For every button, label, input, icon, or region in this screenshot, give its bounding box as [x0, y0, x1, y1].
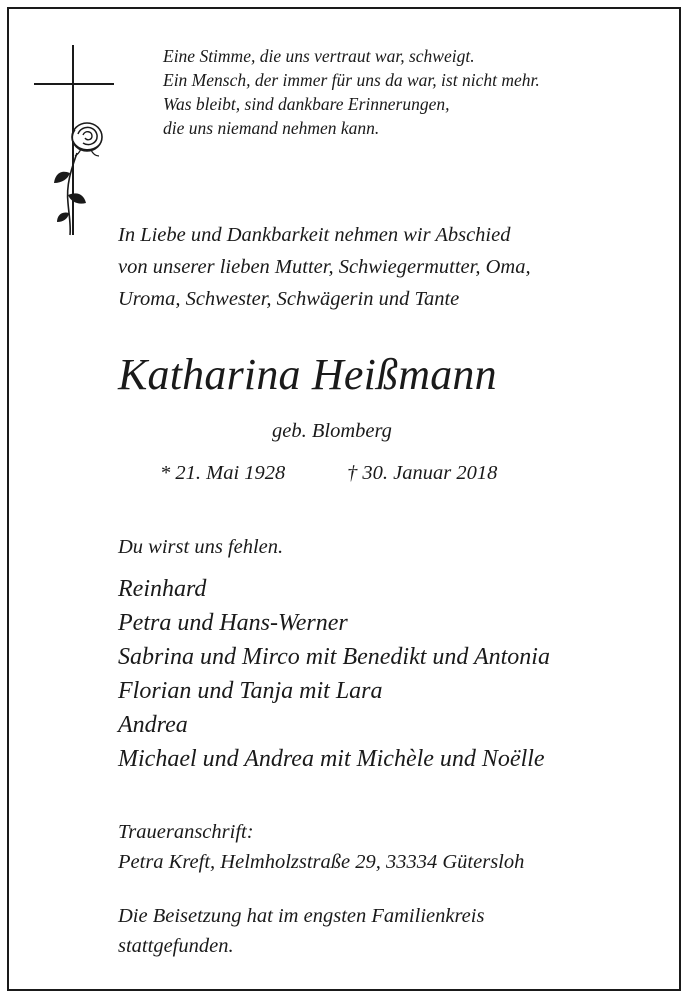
mourning-address: Petra Kreft, Helmholzstraße 29, 33334 Gütersloh [118, 851, 525, 873]
death-date: † 30. Januar 2018 [347, 462, 498, 484]
farewell-intro [118, 219, 531, 315]
family-member: Andrea [118, 712, 188, 738]
deceased-name: Katharina Heißmann [118, 350, 497, 399]
family-member: Petra und Hans-Werner [118, 610, 348, 636]
burial-line: stattgefunden. [118, 935, 234, 957]
family-member: Michael und Andrea mit Michèle und Noëlle [118, 746, 545, 772]
intro-line: In Liebe und Dankbarkeit nehmen wir Abschied [118, 224, 511, 246]
family-list [118, 572, 550, 776]
maiden-name: geb. Blomberg [272, 420, 392, 442]
burial-line: Die Beisetzung hat im engsten Familienkreis [118, 905, 485, 927]
family-member: Reinhard [118, 576, 207, 602]
poem-line: Ein Mensch, der immer für uns da war, ist nicht mehr. [163, 70, 540, 90]
poem-line: Eine Stimme, die uns vertraut war, schweigt. [163, 46, 475, 66]
intro-line: Uroma, Schwester, Schwägerin und Tante [118, 288, 460, 310]
poem-line: Was bleibt, sind dankbare Erinnerungen, [163, 94, 450, 114]
poem [163, 44, 540, 140]
farewell-line: Du wirst uns fehlen. [118, 536, 284, 558]
poem-line: die uns niemand nehmen kann. [163, 118, 380, 138]
family-member: Sabrina und Mirco mit Benedikt und Antonia [118, 644, 550, 670]
address-label: Traueranschrift: [118, 821, 254, 843]
birth-date: * 21. Mai 1928 [160, 462, 286, 484]
family-member: Florian und Tanja mit Lara [118, 678, 383, 704]
intro-line: von unserer lieben Mutter, Schwiegermutter, Oma, [118, 256, 531, 278]
burial-note [118, 901, 484, 961]
cross-with-rose-icon [30, 45, 120, 240]
